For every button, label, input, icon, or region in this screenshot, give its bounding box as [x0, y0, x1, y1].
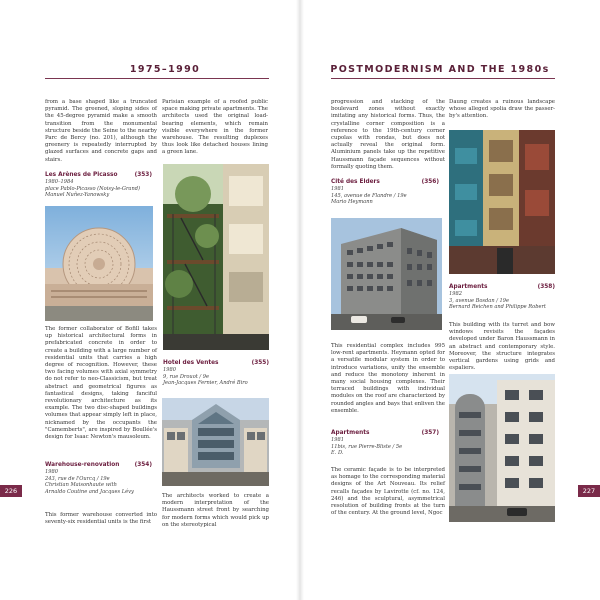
right-col2-text-top: Daung creates a ruinous landscape whose alleged spolia draw the passer-by's attention. — [449, 99, 555, 120]
right-head-rule — [331, 78, 555, 79]
right-col1-text-bottom: The ceramic façade is to be interpreted as homage to the corresponding material designs of the Art Nouveau. Its relief recalls façades by Lavirotte (cf. no. 124, 246) and the sculptural, asymmetrical resolution of building fronts at the turn of the century. At the ground level, Ngoc — [331, 467, 445, 517]
left-col1-text-bottom: This former warehouse converted into seventy-six residential units is the first — [45, 512, 157, 526]
entry-address: 243, rue de l'Ourcq / 19e — [45, 475, 110, 482]
entry-architect: Manuel Nuñez-Yanowsky — [45, 192, 110, 199]
entry-title: Cité des Elders — [331, 179, 380, 185]
entry-title: Warehouse-renovation — [45, 462, 120, 468]
left-col2-text-bottom: The architects worked to create a modern interpretation of the Haussmann street front by searching for modern forms which would pick up on the stereotypical — [162, 493, 269, 528]
right-running-head: POSTMODERNISM AND THE 1980s — [330, 64, 550, 75]
entry-warehouse-renovation — [45, 462, 152, 495]
page-number-left: 226 — [0, 485, 22, 497]
entry-architect: Jean-Jacques Fernier, André Biro — [163, 380, 248, 387]
entry-apartments-357 — [331, 430, 439, 457]
entry-architect: E. D. — [331, 450, 344, 457]
right-col1-text-mid: This residential complex includes 995 low-rent apartments. Heymann opted for a versatile modular system in order to introduce variations, unify the ensemble and reduce the monotony inherent in many social housing complexes. Their terraced buildings with individual modules on the roof are characterized by rounded angles and bays that enliven the ensemble. — [331, 343, 445, 414]
photo-hotel-des-ventes — [162, 398, 269, 486]
entry-number: (355) — [251, 360, 269, 366]
entry-address: 3, avenue Bosdan / 19e — [449, 297, 510, 304]
entry-architect-2: Arnaldo Coutine and Jacques Lévy — [45, 488, 134, 495]
entry-arenes-picasso — [45, 172, 152, 199]
left-col2-text-top: Parisian example of a roofed public space making private apartments. The architects used the original load-bearing elements, which remain visible everywhere in the former warehouse. The resulting duplexes thus look like detached houses lining a green lane. — [162, 99, 268, 156]
entry-architect: Christian Maisonhaute with — [45, 482, 117, 489]
entry-title: Apartments — [331, 430, 370, 436]
entry-address: 11bis, rue Pierre-Bliste / 5e — [331, 443, 403, 450]
entry-number: (353) — [134, 172, 152, 178]
entry-architect: Mario Heymann — [331, 199, 373, 206]
entry-number: (354) — [134, 462, 152, 468]
entry-year: 1982 — [449, 291, 462, 297]
entry-title: Hotel des Ventes — [163, 360, 219, 366]
entry-year: 1981 — [331, 186, 344, 192]
left-col1-text-top: from a base shaped like a truncated pyramid. The greened, sloping sides of the 45-degree pyramid make a smooth transition from the monumental structure beside the Seine to the nearby Parc de Bercy (no. 201), although the greenery is repeatedly interrupted by glazed surfaces and concrete gaps and stairs. — [45, 99, 157, 163]
entry-number: (358) — [537, 284, 555, 290]
photo-warehouse-renovation — [163, 164, 269, 350]
entry-title: Apartments — [449, 284, 488, 290]
photo-arenes-picasso — [45, 206, 153, 321]
photo-apartments-357 — [449, 130, 555, 274]
book-gutter — [296, 0, 304, 600]
entry-address: 9, rue Drouot / 9e — [163, 373, 210, 380]
entry-address: 145, avenue de Flandre / 19e — [331, 192, 407, 199]
entry-address: place Pablo-Picasso (Noisy-le-Grand) — [45, 185, 140, 192]
entry-year: 1980 — [45, 469, 58, 475]
photo-cite-des-elders — [331, 218, 442, 330]
left-head-rule — [45, 78, 269, 79]
entry-year: 1981 — [331, 437, 344, 443]
entry-apartments-358 — [449, 284, 555, 311]
right-col2-text-mid: This building with its turret and bow windows revisits the façades developed under Baron Haussmann in an abstract and contemporary style. Moreover, the structure integrates vertical gardens using grids and espaliers. — [449, 322, 555, 372]
entry-architect: Bernard Reichen and Philippe Robert — [449, 304, 546, 311]
right-col1-text-top: progression and stacking of the boulevard zones without exactly imitating any historical forms. Thus, the crystalline corner composition is a reference to the 19th-century corner cupolas with rondas, but does not actually reveal the original form. Aluminium panels take up the repetitive Haussmann façade sequences without formally quoting them. — [331, 99, 445, 170]
entry-title: Les Arènes de Picasso — [45, 172, 118, 178]
left-running-head: 1975–1990 — [129, 64, 201, 75]
entry-number: (356) — [421, 179, 439, 185]
entry-hotel-des-ventes — [163, 360, 269, 387]
photo-apartments-358 — [449, 374, 555, 522]
entry-year: 1980–1984 — [45, 179, 74, 185]
entry-number: (357) — [421, 430, 439, 436]
entry-year: 1980 — [163, 367, 176, 373]
page-number-right: 227 — [578, 485, 600, 497]
left-col1-text-mid: The former collaborator of Bofill takes up historical architectural forms in prefabricated concrete in order to create a building with a large number of residential units that carries a high degree of recognition. However, these two facing volumes with axial symmetry do not refer to neo-Classicism, but treat abstract and geometrical figures as fantastical designs, taking fanciful revolutionary architecture as its example. The two disc-shaped buildings volumes that appear simply left in place, nicknamed by the occupants the "Camemberts", are inspired by Boullée's design for Isaac Newton's mausoleum. — [45, 326, 157, 441]
entry-cite-des-elders — [331, 179, 439, 206]
